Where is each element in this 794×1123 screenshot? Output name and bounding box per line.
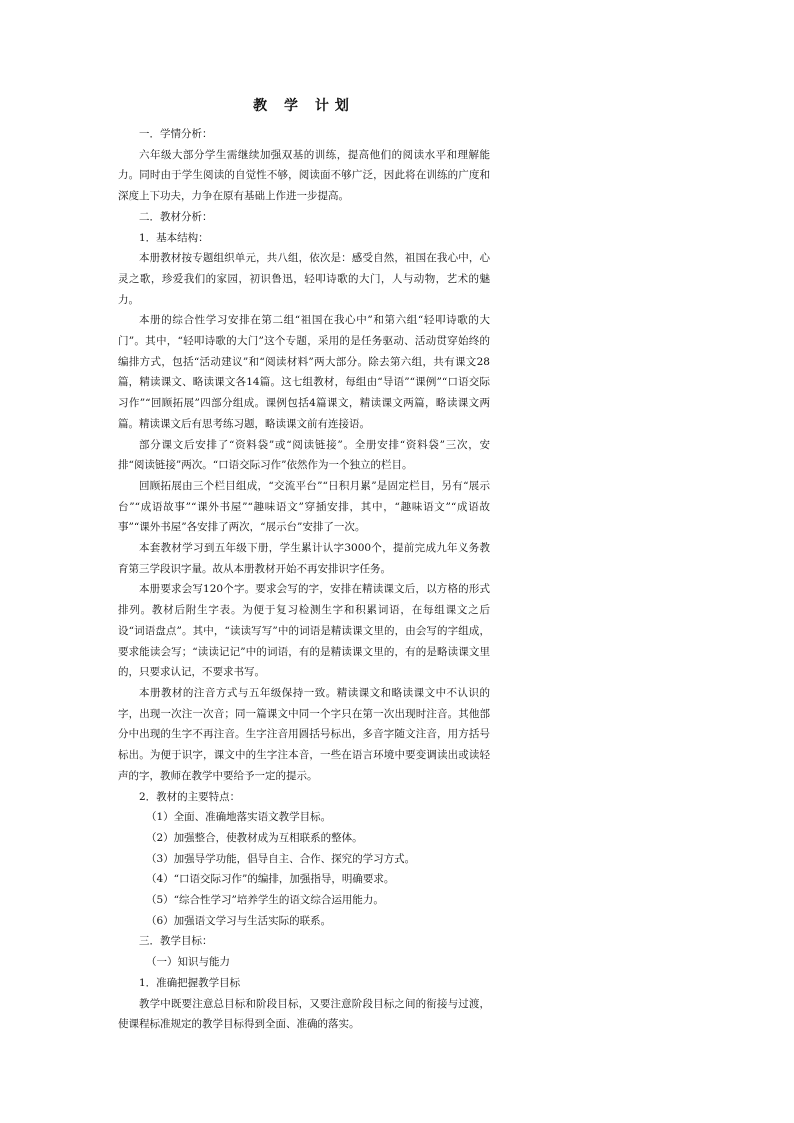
paragraph: 部分课文后安排了“资料袋”或“阅读链接”。全册安排“资料袋”三次，安排“阅读链接”两次。“口语交际习作”依然作为一个独立的栏目。 [118,438,490,472]
paragraph: 1．准确把握教学目标 [139,976,241,989]
paragraph: 本册要求会写120个字。要求会写的字，安排在精读课文后，以方格的形式排列。教材后附生字表。为便于复习检测生字和积累词语，在每组课文之后设“词语盘点”。其中，“读读写写”中的词语是精读课文里的，由会写的字组成，要求能读会写；“读读记记”中的词语，有的是精读课文里的，有的是略读课文里的，只要求认记，不要求书写。 [118,583,490,679]
paragraph: 本套教材学习到五年级下册，学生累计认字3000个，提前完成九年义务教育第三学段识字量。故从本册教材开始不再安排识字任务。 [118,542,490,575]
paragraph: 教学中既要注意总目标和阶段目标，又要注意阶段目标之间的衔接与过渡，使课程标准规定的教学目标得到全面、准确的落实。 [118,997,490,1031]
paragraph: （2）加强整合，使教材成为互相联系的整体。 [146,831,363,844]
paragraph: 三．教学目标： [139,935,213,948]
document-page [118,96,490,1035]
paragraph: （6）加强语文学习与生活实际的联系。 [146,914,332,927]
paragraph: 1．基本结构： [139,231,209,244]
paragraph: （1）全面、准确地落实语文教学目标。 [146,811,332,824]
paragraph: 2．教材的主要特点： [139,790,241,803]
paragraph: （5）“综合性学习”培养学生的语文综合运用能力。 [146,894,384,907]
paragraph: 六年级大部分学生需继续加强双基的训练，提高他们的阅读水平和理解能力。同时由于学生阅读的自觉性不够，阅读面不够广泛，因此将在训练的广度和深度上下功夫，力争在原有基础上作进一步提高。 [118,148,490,203]
paragraph: 本册教材的注音方式与五年级保持一致。精读课文和略读课文中不认识的字，出现一次注一次音；同一篇课文中同一个字只在第一次出现时注音。其他部分中出现的生字不再注音。生字注音用圆括号标出，多音字随文注音，用方括号标出。为便于识字，课文中的生字注本音，一些在语言环境中要变调读出或读轻声的字，教师在教学中要给予一定的提示。 [118,686,490,782]
paragraph: 一．学情分析： [139,128,213,140]
document-title: 教 学 计划 [253,98,355,114]
paragraph: （一）知识与能力 [146,956,230,969]
paragraph: （3）加强导学功能，倡导自主、合作、探究的学习方式。 [146,852,416,865]
paragraph: 本册的综合性学习安排在第二组“祖国在我心中”和第六组“轻叩诗歌的大门”。其中，“轻叩诗歌的大门”这个专题，采用的是任务驱动、活动贯穿始终的编排方式，包括“活动建议”和“阅读材料”两大部分。除去第六组，共有课文28篇，精读课文、略读课文各14篇。这七组教材，每组由“导语”“课例”“口语交际习作”“回顾拓展”四部分组成。课例包括4篇课文，精读课文两篇，略读课文两篇。精读课文后有思考练习题，略读课文前有连接语。 [118,314,490,430]
paragraph: 本册教材按专题组织单元，共八组，依次是：感受自然，祖国在我心中，心灵之歌，珍爱我们的家园，初识鲁迅，轻叩诗歌的大门，人与动物，艺术的魅力。 [118,252,490,306]
paragraph: 回顾拓展由三个栏目组成，“交流平台”“日积月累”是固定栏目，另有“展示台”“成语故事”“课外书屋”“趣味语文”穿插安排，其中，“趣味语文”“成语故事”“课外书屋”各安排了两次，“展示台”安排了一次。 [118,479,490,534]
paragraph: （4）“口语交际习作”的编排，加强指导，明确要求。 [146,873,395,886]
paragraph: 二．教材分析： [139,210,213,223]
document-body [118,124,490,1035]
